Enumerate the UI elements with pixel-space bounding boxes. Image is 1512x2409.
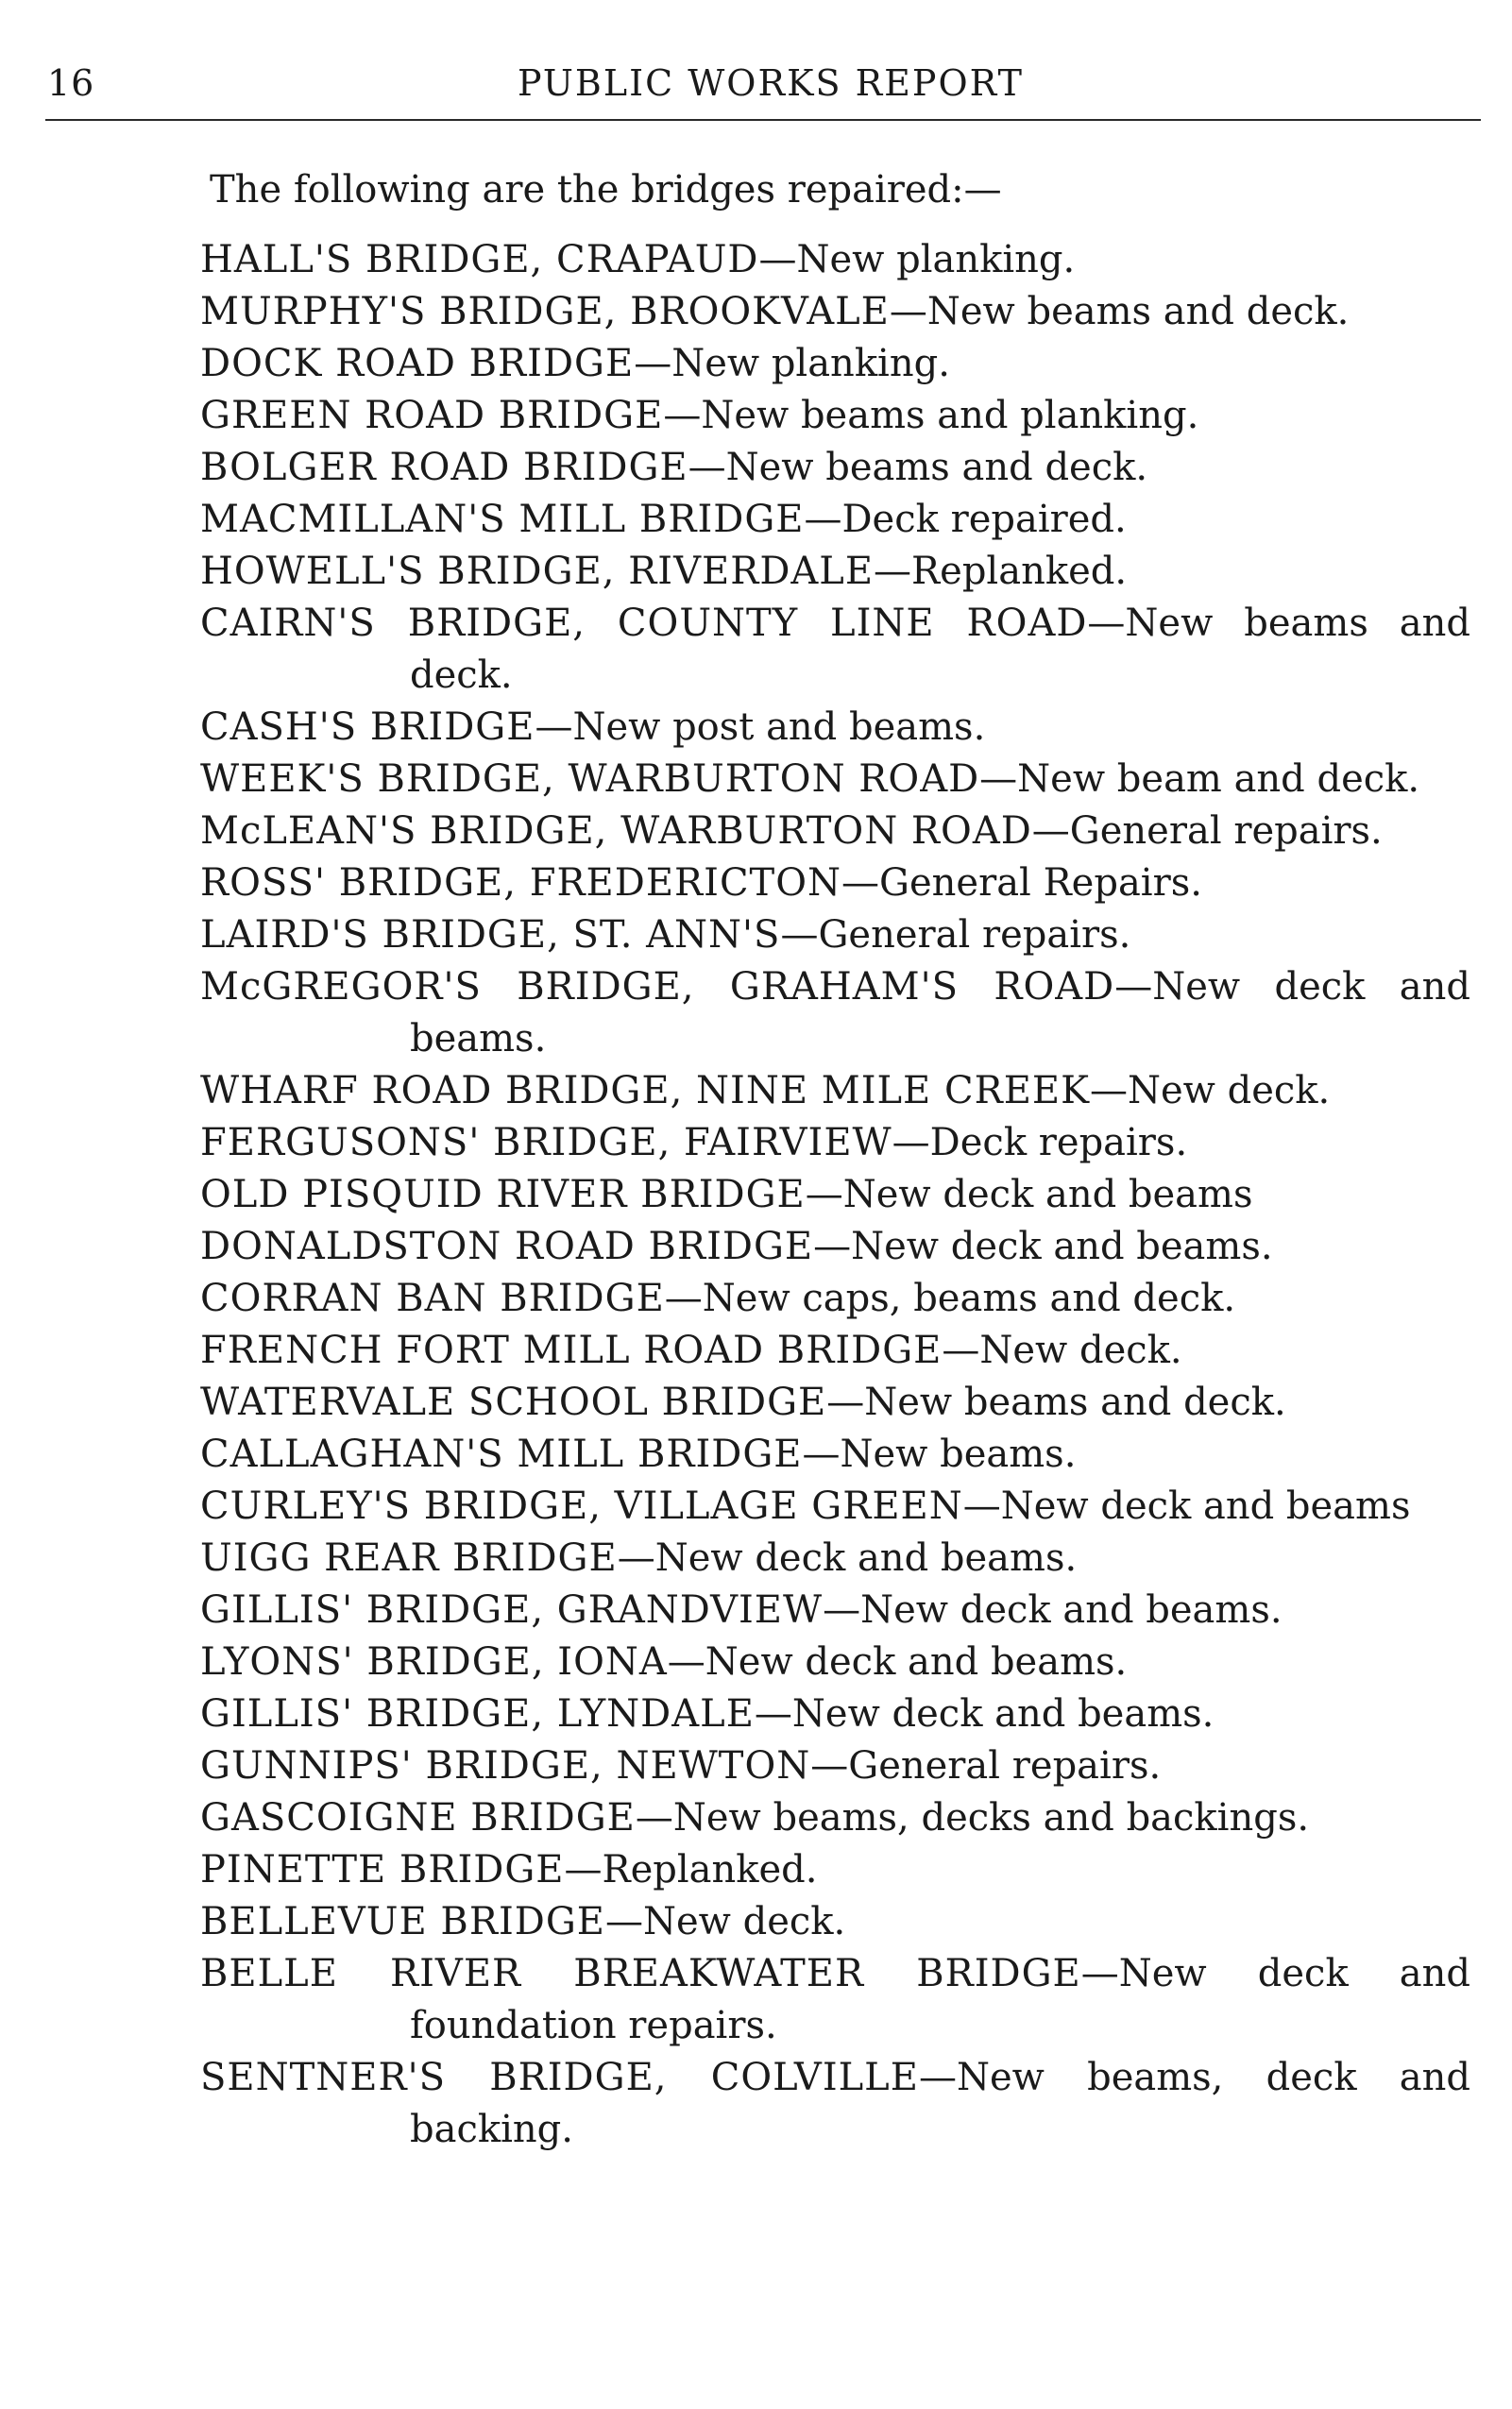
bridge-name: FRENCH FORT MILL ROAD BRIDGE (200, 1329, 943, 1372)
bridge-name: BOLGER ROAD BRIDGE (200, 446, 688, 489)
bridge-entry (200, 1948, 1470, 2052)
bridge-name: GREEN ROAD BRIDGE (200, 394, 664, 437)
bridge-entry (200, 1637, 1470, 1688)
repair-description: New beams. (840, 1433, 1077, 1476)
bridge-name: WEEK'S BRIDGE, WARBURTON ROAD (200, 757, 980, 801)
bridge-entry (200, 1117, 1470, 1169)
bridge-name: MACMILLAN'S MILL BRIDGE (200, 498, 805, 541)
repair-description: Replanked. (602, 1848, 818, 1892)
em-dash: — (1087, 602, 1126, 645)
bridge-name: BELLEVUE BRIDGE (200, 1900, 605, 1943)
repair-description: New planking. (671, 342, 950, 385)
bridge-entry (200, 1065, 1470, 1117)
bridge-entry (200, 1481, 1470, 1533)
repair-description: New deck and beams. (851, 1225, 1273, 1268)
bridge-list (200, 234, 1470, 2156)
bridge-entry (200, 1792, 1470, 1844)
repair-description: New deck. (1127, 1069, 1331, 1112)
bridge-entry (200, 234, 1470, 286)
repair-description: New beam and deck. (1017, 757, 1420, 801)
repair-description: New deck and beams. (860, 1588, 1283, 1632)
em-dash: — (758, 238, 797, 281)
em-dash: — (979, 757, 1018, 801)
bridge-entry (200, 390, 1470, 442)
bridge-name: PINETTE BRIDGE (200, 1848, 565, 1892)
em-dash: — (874, 550, 912, 593)
em-dash: — (604, 1900, 643, 1943)
bridge-name: WATERVALE SCHOOL BRIDGE (200, 1381, 827, 1424)
bridge-name: HOWELL'S BRIDGE, RIVERDALE (200, 550, 875, 593)
repair-description: New post and beams. (572, 705, 986, 749)
repair-description: General repairs. (848, 1744, 1162, 1788)
repair-description: Deck repairs. (929, 1121, 1188, 1164)
em-dash: — (942, 1329, 980, 1372)
bridge-entry (200, 1221, 1470, 1273)
bridge-entry (200, 1740, 1470, 1792)
bridge-name: SENTNER'S BRIDGE, COLVILLE (200, 2056, 919, 2099)
bridge-name: CAIRN'S BRIDGE, COUNTY LINE ROAD (200, 602, 1088, 645)
bridge-entry (200, 806, 1470, 857)
em-dash: — (802, 1433, 841, 1476)
bridge-name: GILLIS' BRIDGE, LYNDALE (200, 1692, 755, 1736)
bridge-name: CALLAGHAN'S MILL BRIDGE (200, 1433, 803, 1476)
bridge-entry (200, 961, 1470, 1065)
em-dash: — (617, 1536, 655, 1580)
repair-description: New deck and beams. (791, 1692, 1215, 1736)
repair-description: General repairs. (818, 913, 1131, 957)
em-dash: — (1114, 965, 1153, 1009)
em-dash: — (823, 1588, 861, 1632)
bridge-entry (200, 909, 1470, 961)
bridge-name: McGREGOR'S BRIDGE, GRAHAM'S ROAD (200, 965, 1115, 1009)
bridge-entry (200, 598, 1470, 702)
bridge-name: LAIRD'S BRIDGE, ST. ANN'S (200, 913, 781, 957)
bridge-name: FERGUSONS' BRIDGE, FAIRVIEW (200, 1121, 892, 1164)
em-dash: — (1031, 809, 1070, 853)
bridge-name: DONALDSTON ROAD BRIDGE (200, 1225, 814, 1268)
bridge-entry (200, 702, 1470, 754)
em-dash: — (841, 861, 880, 905)
em-dash: — (826, 1381, 865, 1424)
repair-description: New deck and beams (1000, 1484, 1411, 1528)
repair-description: New deck and beams. (410, 965, 1470, 1060)
bridge-name: McLEAN'S BRIDGE, WARBURTON ROAD (200, 809, 1032, 853)
bridge-entry (200, 546, 1470, 598)
bridge-name: MURPHY'S BRIDGE, BROOKVALE (200, 290, 890, 333)
em-dash: — (663, 394, 702, 437)
em-dash: — (805, 1173, 843, 1216)
bridge-entry (200, 2052, 1470, 2156)
bridge-name: CORRAN BAN BRIDGE (200, 1277, 665, 1320)
repair-description: New beams and deck. (725, 446, 1148, 489)
repair-description: New caps, beams and deck. (702, 1277, 1236, 1320)
em-dash: — (635, 1796, 673, 1840)
bridge-name: GILLIS' BRIDGE, GRANDVIEW (200, 1588, 824, 1632)
bridge-name: UIGG REAR BRIDGE (200, 1536, 618, 1580)
em-dash: — (664, 1277, 703, 1320)
header-rule (45, 119, 1481, 121)
em-dash: — (634, 342, 672, 385)
bridge-entry (200, 1585, 1470, 1637)
repair-description: New beams and deck. (410, 602, 1470, 697)
repair-description: Replanked. (911, 550, 1128, 593)
repair-description: New deck and beams. (654, 1536, 1078, 1580)
bridge-name: HALL'S BRIDGE, CRAPAUD (200, 238, 759, 281)
bridge-entry (200, 1896, 1470, 1948)
bridge-entry (200, 754, 1470, 806)
bridge-entry (200, 1273, 1470, 1325)
bridge-entry (200, 1533, 1470, 1585)
bridge-name: LYONS' BRIDGE, IONA (200, 1640, 668, 1684)
repair-description: New deck and foundation repairs. (410, 1952, 1470, 2047)
repair-description: New deck. (979, 1329, 1182, 1372)
bridge-entry (200, 338, 1470, 390)
bridge-name: GASCOIGNE BRIDGE (200, 1796, 636, 1840)
bridge-entry (200, 442, 1470, 494)
bridge-entry (200, 1429, 1470, 1481)
repair-description: New deck and beams (842, 1173, 1253, 1216)
bridge-entry (200, 1844, 1470, 1896)
em-dash: — (804, 498, 842, 541)
em-dash: — (918, 2056, 957, 2099)
bridge-name: CURLEY'S BRIDGE, VILLAGE GREEN (200, 1484, 963, 1528)
bridge-name: BELLE RIVER BREAKWATER BRIDGE (200, 1952, 1081, 1995)
repair-description: New planking. (796, 238, 1076, 281)
page-number: 16 (47, 62, 95, 104)
bridge-name: OLD PISQUID RIVER BRIDGE (200, 1173, 806, 1216)
bridge-name: DOCK ROAD BRIDGE (200, 342, 635, 385)
em-dash: — (780, 913, 819, 957)
em-dash: — (892, 1121, 930, 1164)
repair-description: New beams, decks and backings. (672, 1796, 1310, 1840)
bridge-entry (200, 1377, 1470, 1429)
repair-description: New beams and planking. (701, 394, 1199, 437)
bridge-name: CASH'S BRIDGE (200, 705, 535, 749)
bridge-name: GUNNIPS' BRIDGE, NEWTON (200, 1744, 811, 1788)
repair-description: New beams, deck and backing. (410, 2056, 1471, 2151)
repair-description: General repairs. (1069, 809, 1383, 853)
repair-description: General Repairs. (879, 861, 1202, 905)
repair-description: New deck and beams. (705, 1640, 1128, 1684)
intro-sentence: The following are the bridges repaired:— (210, 168, 1002, 212)
em-dash: — (564, 1848, 603, 1892)
em-dash: — (688, 446, 726, 489)
em-dash: — (889, 290, 927, 333)
running-head: PUBLIC WORKS REPORT (518, 62, 1024, 104)
bridge-entry (200, 286, 1470, 338)
bridge-name: WHARF ROAD BRIDGE, NINE MILE CREEK (200, 1069, 1090, 1112)
em-dash: — (1089, 1069, 1128, 1112)
em-dash: — (813, 1225, 852, 1268)
repair-description: New deck. (642, 1900, 846, 1943)
em-dash: — (535, 705, 573, 749)
em-dash: — (810, 1744, 849, 1788)
repair-description: New beams and deck. (864, 1381, 1286, 1424)
repair-description: Deck repaired. (841, 498, 1127, 541)
bridge-entry (200, 857, 1470, 909)
em-dash: — (1080, 1952, 1119, 1995)
repair-description: New beams and deck. (926, 290, 1350, 333)
bridge-entry (200, 1325, 1470, 1377)
em-dash: — (962, 1484, 1001, 1528)
bridge-entry (200, 1688, 1470, 1740)
bridge-entry (200, 1169, 1470, 1221)
em-dash: — (667, 1640, 705, 1684)
em-dash: — (754, 1692, 792, 1736)
bridge-name: ROSS' BRIDGE, FREDERICTON (200, 861, 842, 905)
bridge-entry (200, 494, 1470, 546)
